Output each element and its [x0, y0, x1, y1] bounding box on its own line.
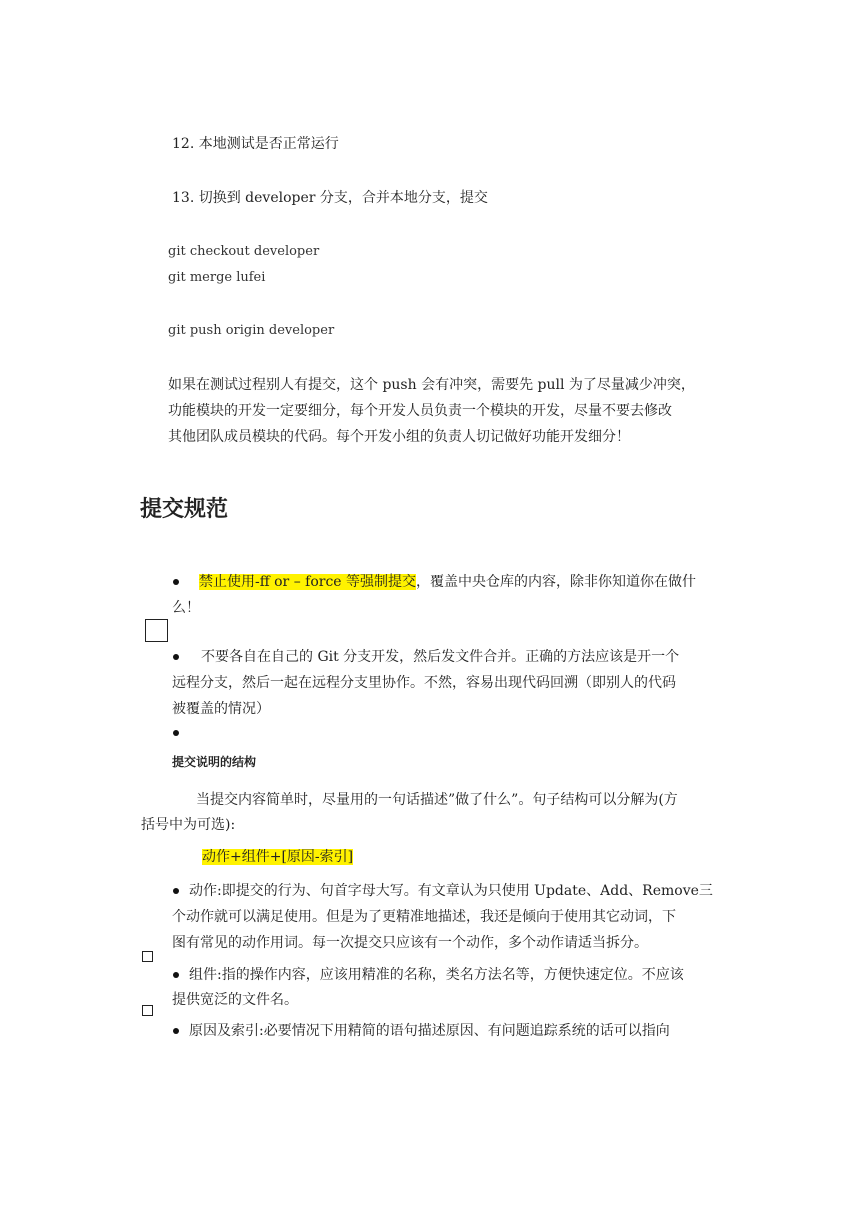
component-line-1: 组件:指的操作内容，应该用精准的名称，类名方法名等，方便快速定位。不应该: [189, 967, 684, 983]
rule-1-rest: ，覆盖中央仓库的内容，除非你知道你在做什: [416, 574, 697, 590]
rule-1-line-2: 么！: [172, 600, 200, 616]
checkbox-icon: [145, 619, 168, 642]
bullet-icon: [173, 1028, 179, 1034]
action-line-3: 图有常见的动作用词。每一次提交只应该有一个动作，多个动作请适当拆分。: [172, 935, 648, 951]
component-line-2: 提供宽泛的文件名。: [172, 992, 298, 1008]
step-12-text: 本地测试是否正常运行: [198, 136, 339, 152]
checkbox-icon: [142, 951, 153, 962]
action-line-1: 动作:即提交的行为、句首字母大写。有文章认为只使用 Update、Add、Remove三: [189, 883, 713, 899]
bullet-icon: [173, 730, 179, 736]
rule-2-line-3: 被覆盖的情况）: [172, 701, 270, 717]
section-title: 提交规范: [140, 497, 229, 522]
rule-2-line-2: 远程分支，然后一起在远程分支里协作。不然，容易出现代码回溯（即别人的代码: [172, 675, 676, 691]
conflict-note-line-2: 功能模块的开发一定要细分，每个开发人员负责一个模块的开发，尽量不要去修改: [168, 403, 672, 419]
step-13-number: 13.: [172, 190, 195, 206]
commit-structure-title: 提交说明的结构: [172, 755, 257, 769]
rule-1-highlight: 禁止使用-ff or – force 等强制提交: [199, 574, 417, 590]
commit-intro-line-1: 当提交内容简单时，尽量用的一句话描述”做了什么”。句子结构可以分解为(方: [196, 792, 678, 808]
code-line-checkout: git checkout developer: [168, 244, 320, 259]
commit-intro-line-2: 括号中为可选):: [141, 817, 236, 833]
bullet-icon: [173, 654, 179, 660]
reason-line-1: 原因及索引:必要情况下用精简的语句描述原因、有问题追踪系统的话可以指向: [189, 1023, 670, 1039]
commit-formula: [202, 847, 353, 867]
conflict-note-line-3: 其他团队成员模块的代码。每个开发小组的负责人切记做好功能开发细分！: [168, 429, 630, 445]
step-12-number: 12.: [172, 136, 195, 152]
code-line-push: git push origin developer: [168, 323, 335, 338]
bullet-icon: [173, 579, 179, 585]
conflict-note-line-1: 如果在测试过程别人有提交，这个 push 会有冲突，需要先 pull 为了尽量减少冲突，: [168, 377, 695, 393]
action-line-2: 个动作就可以满足使用。但是为了更精准地描述，我还是倾向于使用其它动词，下: [172, 909, 676, 925]
code-line-merge: git merge lufei: [168, 270, 266, 285]
rule-2-line-1: 不要各自在自己的 Git 分支开发，然后发文件合并。正确的方法应该是开一个: [201, 649, 680, 665]
rule-1-line-1: [199, 572, 696, 592]
commit-formula-text: 动作+组件+[原因-索引]: [202, 849, 354, 865]
checkbox-icon: [142, 1005, 153, 1016]
bullet-icon: [173, 972, 179, 978]
step-12: [172, 134, 339, 154]
step-13-text: 切换到 developer 分支，合并本地分支，提交: [198, 190, 488, 206]
bullet-icon: [173, 888, 179, 894]
step-13: [172, 188, 488, 208]
